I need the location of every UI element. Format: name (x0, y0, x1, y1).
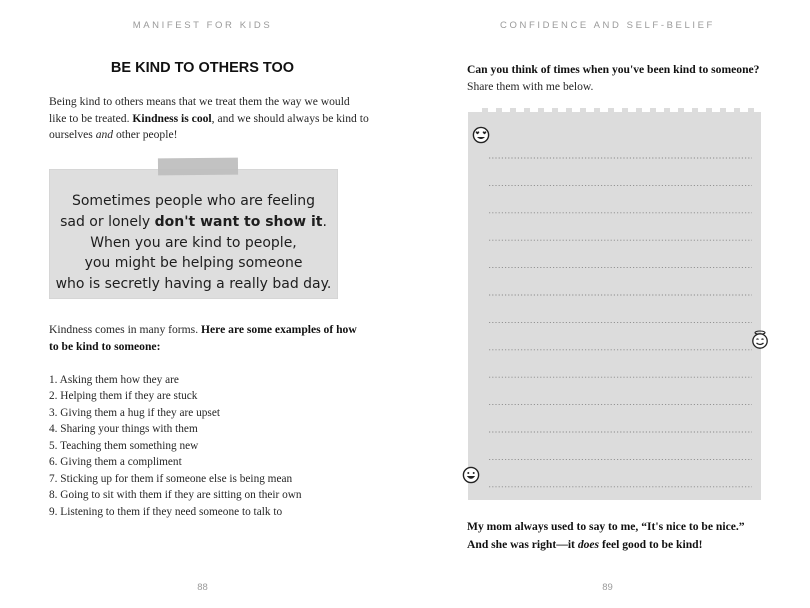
notepad-writing-area[interactable] (468, 108, 761, 500)
intro-italic: and (95, 128, 114, 141)
callout-line-2-post: . (322, 213, 327, 230)
callout-line-2 (49, 212, 338, 233)
right-page (405, 0, 810, 608)
examples-intro-bold: Here are some examples of how to be kind to someone: (49, 323, 357, 353)
running-head-right: CONFIDENCE AND SELF-BELIEF (500, 20, 715, 31)
question-plain: Share them with me below. (467, 80, 594, 93)
list-item: 7. Sticking up for them if someone else is being mean (49, 472, 293, 485)
closing-line-2-b: feel good to be kind! (599, 537, 703, 551)
callout-line-1: Sometimes people who are feeling (71, 193, 316, 209)
callout-line-4: you might be helping someone (84, 255, 303, 272)
callout-line-5: who is secretly having a really bad day. (55, 276, 332, 293)
halo-smiley-icon (751, 330, 769, 348)
intro-bold: Kindness is cool (132, 111, 212, 125)
list-item: 5. Teaching them something new (49, 439, 199, 452)
list-item: 2. Helping them if they are stuck (49, 390, 198, 403)
question-bold: Can you think of times when you've been kind to someone? (467, 63, 760, 76)
page-number-right: 89 (602, 582, 613, 593)
intro-text-3: other people! (113, 128, 178, 141)
callout-line-3: When you are kind to people, (90, 234, 297, 251)
list-item: 8. Going to sit with them if they are sitting on their own (49, 489, 302, 502)
notepad-paper (468, 108, 761, 500)
intro-text-2: , and we should always be kind to ourselves (49, 111, 369, 141)
list-item: 6. Giving them a compliment (49, 456, 182, 469)
examples-list (49, 372, 302, 520)
list-item: 9. Listening to them if they need someone to talk to (49, 505, 283, 518)
page-number-left: 88 (197, 582, 208, 593)
tape-strip (158, 158, 238, 176)
callout-text (49, 191, 338, 295)
heart-eyes-emoji-icon (472, 126, 490, 144)
page-title: BE KIND TO OTHERS TOO (110, 60, 295, 76)
closing-text (467, 518, 797, 553)
list-item: 4. Sharing your things with them (49, 423, 198, 436)
running-head-left: MANIFEST FOR KIDS (132, 20, 273, 31)
examples-intro (49, 322, 369, 355)
closing-line-2-a: And she was right—it (467, 537, 578, 551)
list-item: 1. Asking them how they are (49, 374, 179, 386)
intro-text-1: Being kind to others means that we treat them the way we would like to be treated. (49, 95, 350, 125)
closing-line-2-italic: does (577, 537, 600, 551)
question-text (467, 61, 797, 95)
examples-intro-text: Kindness comes in many forms. (49, 323, 201, 336)
callout-line-2-pre: sad or lonely (60, 213, 155, 230)
closing-line-1: My mom always used to say to me, “It's nice to be nice.” (467, 520, 745, 533)
grinning-smiley-icon (462, 466, 480, 484)
intro-paragraph (49, 94, 369, 144)
callout-line-2-bold: don't want to show it (154, 213, 323, 230)
list-item: 3. Giving them a hug if they are upset (49, 406, 220, 419)
closing-line-2 (467, 536, 797, 554)
callout-box (49, 169, 338, 299)
